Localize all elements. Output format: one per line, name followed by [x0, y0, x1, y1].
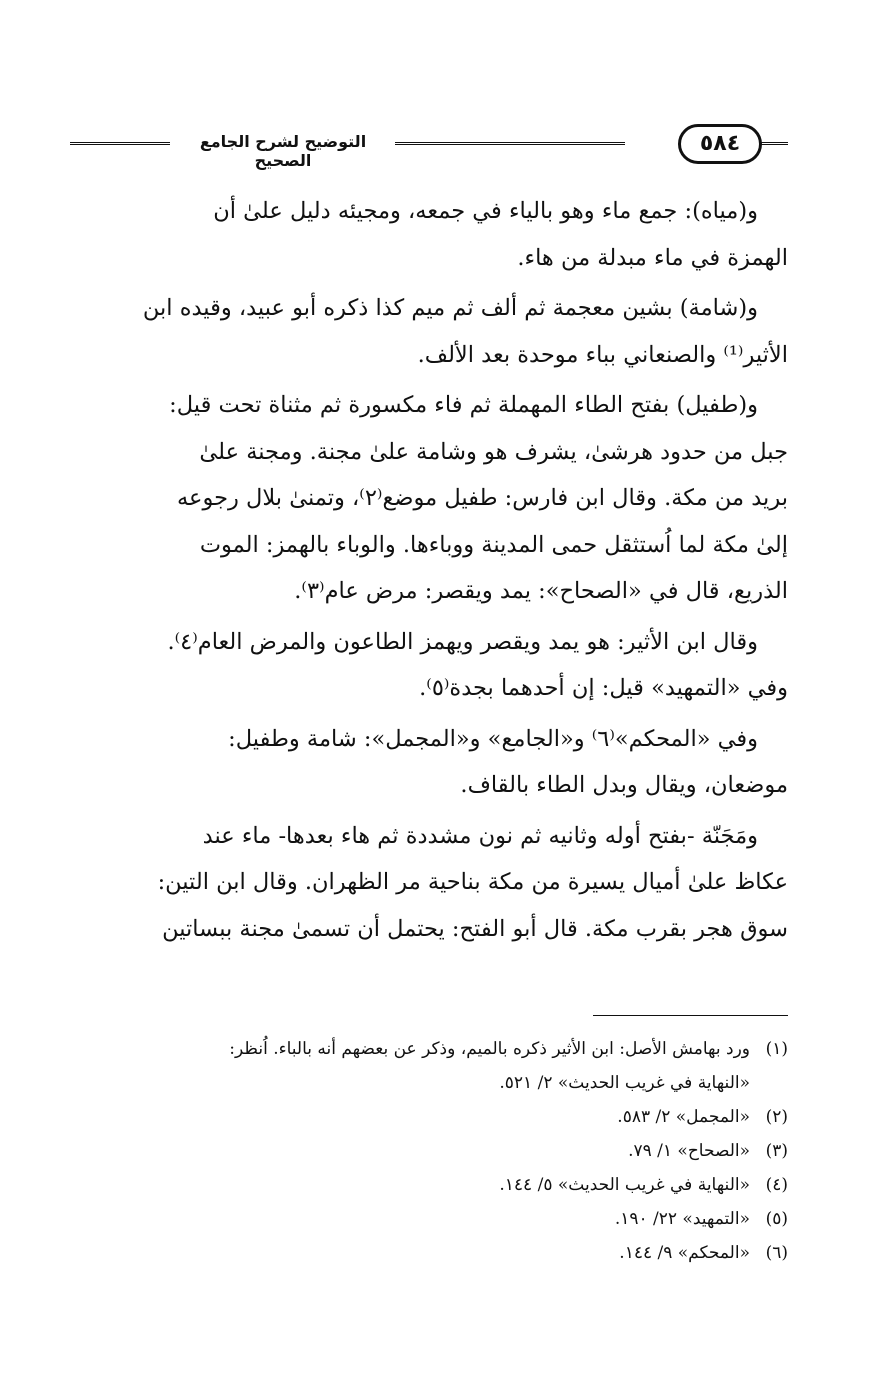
header-rule-left: [70, 142, 170, 148]
footnote-number: (٦): [765, 1243, 788, 1263]
footnote-number: (٤): [765, 1175, 788, 1195]
running-title: التوضيح لشرح الجامع الصحيح: [199, 132, 367, 170]
footnote-number: (٣): [765, 1141, 788, 1161]
paragraph: وفي «المحكم»⁽٦⁾ و«الجامع» و«المجمل»: شامة وطفيل: موضعان، ويقال وبدل الطاء بالقاف.: [228, 725, 788, 798]
main-text: [72, 188, 788, 956]
footnote-number: (٥): [765, 1209, 788, 1229]
header-rule-right: [760, 142, 788, 148]
footnote: [72, 1236, 788, 1270]
footnote-text: «التمهيد» ٢٢/ ١٩٠.: [614, 1209, 750, 1229]
footnote-text: ورد بهامش الأصل: ابن الأثير ذكره بالميم، وذكر عن بعضهم أنه بالباء. اُنظر: «النهاية في غريب الحديث» ٢/ ٥٢١.: [229, 1039, 750, 1093]
footnote-number: (٢): [765, 1107, 788, 1127]
page-header: [60, 122, 790, 170]
footnote-text: «النهاية في غريب الحديث» ٥/ ١٤٤.: [499, 1175, 750, 1195]
page-number: ٥٨٤: [678, 124, 762, 164]
paragraph: ومَجَنّة -بفتح أوله وثانيه ثم نون مشددة ثم هاء بعدها- ماء عند عكاظ علىٰ أميال يسيرة من مكة بناحية مر الظهران. وقال ابن التين: سوق هجر بقرب مكة. قال أبو الفتح: يحتمل أن تسمىٰ مجنة ببساتين: [157, 822, 788, 942]
footnotes: [72, 1032, 788, 1270]
paragraph: وقال ابن الأثير: هو يمد ويقصر ويهمز الطاعون والمرض العام⁽٤⁾. وفي «التمهيد» قيل: إن أحدهما بجدة⁽٥⁾.: [167, 628, 788, 701]
footnote: [72, 1168, 788, 1202]
header-rule-middle: [395, 142, 625, 148]
footnote: [72, 1202, 788, 1236]
footnote: [72, 1134, 788, 1168]
paragraph: و(شامة) بشين معجمة ثم ألف ثم ميم كذا ذكره أبو عبيد، وقيده ابن الأثير⁽¹⁾ والصنعاني بباء موحدة بعد الألف.: [142, 295, 788, 368]
footnote-number: (١): [765, 1039, 788, 1059]
footnote-text: «المجمل» ٢/ ٥٨٣.: [617, 1107, 750, 1127]
paragraph: و(طفيل) بفتح الطاء المهملة ثم فاء مكسورة ثم مثناة تحت قيل: جبل من حدود هرشىٰ، يشرف هو وشامة علىٰ مجنة. ومجنة علىٰ بريد من مكة. وقال ابن فارس: طفيل موضع⁽٢⁾، وتمنىٰ بلال رجوعه إلىٰ مكة لما اُستثقل حمى المدينة ووباءها. والوباء بالهمز: الموت الذريع، قال في «الصحاح»: يمد ويقصر: مرض عام⁽٣⁾.: [169, 392, 788, 604]
footnote-text: «المحكم» ٩/ ١٤٤.: [619, 1243, 750, 1263]
paragraph: و(مياه): جمع ماء وهو بالياء في جمعه، ومجيئه دليل علىٰ أن الهمزة في ماء مبدلة من هاء.: [213, 198, 788, 271]
footnote-text: «الصحاح» ١/ ٧٩.: [628, 1141, 750, 1161]
footnote: [72, 1032, 788, 1100]
footnote: [72, 1100, 788, 1134]
footnote-divider: [593, 1015, 788, 1016]
